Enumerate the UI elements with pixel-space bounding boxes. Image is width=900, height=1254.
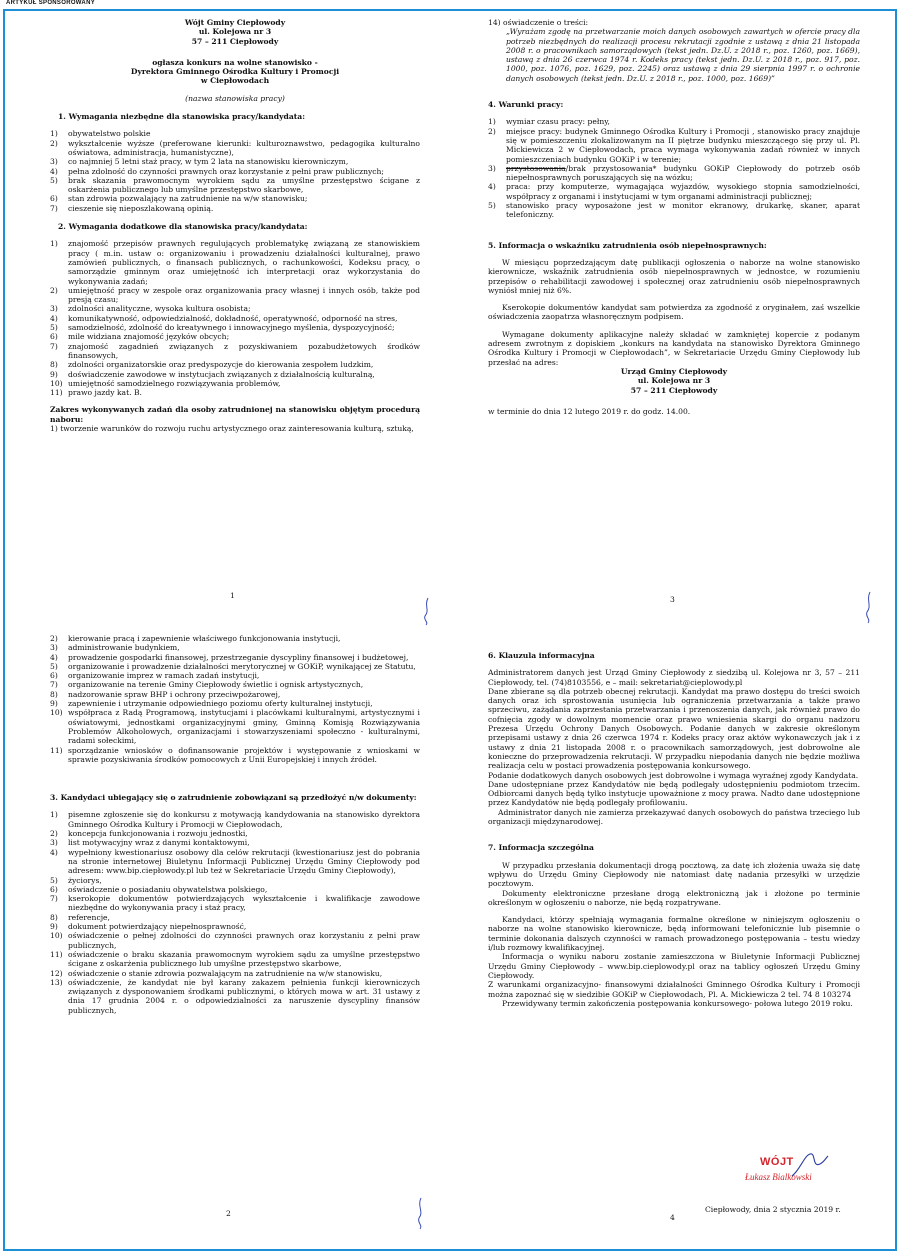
item-text: prowadzenie gospodarki finansowej, przestrzeganie dyscypliny finansowej i budżetowej, [68, 652, 409, 662]
special-paragraph-5: Z warunkami organizacyjno- finansowymi działalności Gminnego Ośrodka Kultury i Promocji można zapoznać się w siedzibie GOKiP w Ciepłowodach, Pl. A. Mickiewicza 2 tel. 74 8 103274 [488, 980, 860, 999]
item-number: 10) [50, 378, 63, 388]
deadline-text: w terminie do dnia 12 lutego 2019 r. do godz. 14.00. [488, 406, 691, 416]
list-item [488, 201, 860, 220]
item-number: 8) [50, 689, 58, 699]
item-text: samodzielność, zdolność do kreatywnego i innowacyjnego myślenia, dyspozycyjność; [68, 323, 395, 333]
item-text: oświadczenie o pełnej zdolności do czynności prawnych oraz korzystaniu z pełni praw publicznych, [68, 931, 420, 950]
item-number: 4) [50, 847, 58, 857]
item-number: 1) [50, 129, 58, 139]
item-text: co najmniej 5 letni staż pracy, w tym 2 lata na stanowisku kierowniczym, [68, 157, 349, 167]
item-text: oświadczenie o stanie zdrowia pozwalającym na zatrudnienie na w/w stanowisku, [68, 968, 383, 978]
page-3 [488, 18, 860, 416]
list-item [50, 950, 420, 969]
item-number: 6) [50, 884, 58, 894]
item-text: znajomość przepisów prawnych regulujących problematykę związaną ze stanowiskiem pracy ( m.in. ustaw o: organizowaniu i prowadzeniu działalności kulturalnej, prawo zamówień publicznych, o finansach publicznych, o rachunkowości, Kodeksu pracy, o samorządzie gminnym oraz umiejętność ich interpretacji oraz wykorzystania do wykonywania zadań; [68, 239, 420, 286]
list-item [50, 894, 420, 913]
clause-paragraph-4: Dane udostępniane przez Kandydatów nie będą podlegały udostępnieniu podmiotom trzecim. Odbiorcami danych będą tylko instytucje upoważnione z mocy prawa. Nadto dane udostępnione przez Kandydatów nie będą podlegały profilowaniu. [488, 779, 860, 808]
item-number: 4) [488, 182, 496, 192]
item-text: kierowanie pracą i zapewnienie właściwego funkcjonowania instytucji, [68, 634, 341, 643]
section-3-title: 3. Kandydaci ubiegający się o zatrudnienie zobowiązani są przedłożyć n/w dokumenty: [50, 793, 417, 803]
item-text: list motywacyjny wraz z danymi kontaktowymi, [68, 838, 250, 848]
list-item [50, 690, 420, 699]
item-number: 12) [50, 968, 63, 978]
list-item [50, 922, 420, 931]
list-item [50, 379, 420, 388]
item-number: 1) [50, 239, 58, 249]
page-number-1: 1 [230, 591, 235, 600]
list-item [50, 304, 420, 313]
section-5-title: 5. Informacja o wskaźniku zatrudnienia osób niepełnosprawnych: [488, 240, 767, 250]
item-number: 3) [50, 157, 58, 167]
item-text: umiejętność pracy w zespole oraz organizowania pracy własnej i innych osób, także pod presją czasu; [68, 285, 420, 305]
clause-paragraph-2: Dane zbierane są dla potrzeb obecnej rekrutacji. Kandydat ma prawo dostępu do treści swoich danych oraz ich sprostowania usunięcia lub ograniczenia przetwarzania a także prawo sprzeciwu, zażądania zaprzestania przetwarzania i przenoszenia danych, jak również prawo do cofnięcia zgody w dowolnym momencie oraz prawo wniesienia skargi do organu nadzoru Prezesa Urzędu Ochrony Danych Osobowych. Podanie danych w zakresie określonym przepisami ustawy z dnia 26 czerwca 1974 r. Kodeks pracy oraz aktów wykonawczych jak i z ustawy z dnia 21 listopada 2008 r. o pracownikach samorządowych, jest dobrowolne ale konieczne do przeprowadzenia rekrutacji. W przypadku niepodania danych nie będzie możliwa realizacja celu w postaci prowadzenia postępowania konkursowego. [488, 686, 860, 771]
item-number: 4) [50, 166, 58, 176]
section-2-list [50, 239, 420, 397]
item-text: wypełniony kwestionariusz osobowy dla celów rekrutacji (kwestionariusz jest do pobrania na stronie internetowej Biuletynu Informacji Publicznej Urzędu Gminy Ciepłowody pod adresem: www.bip.ciepłowody.pl lub też w Sekretariacie Urzędu Gminy Ciepłowody), [68, 847, 420, 876]
item-text: życiorys, [68, 875, 102, 885]
section-6-title: 6. Klauzula informacyjna [488, 651, 595, 660]
item-text: nadzorowanie spraw BHP i ochrony przeciwpożarowej, [68, 689, 281, 699]
item-text: pisemne zgłoszenie się do konkursu z motywacją kandydowania na stanowisko dyrektora Gminnego Ośrodka Kultury i Promocji w Ciepłowodach, [68, 810, 420, 829]
address-line: Urząd Gminy Ciepłowody [620, 366, 728, 376]
issuer-street: ul. Kolejowa nr 3 [198, 27, 272, 37]
item-number: 9) [50, 369, 58, 379]
copies-paragraph: Kserokopie dokumentów kandydat sam potwierdza za zgodność z oryginałem, zaś wszelkie oświadczenia zaopatrza własnoręcznym podpisem. [488, 303, 860, 322]
item-text: zdolności organizatorskie oraz predyspozycje do kierowania zespołem ludzkim, [68, 360, 374, 370]
item-number: 11) [50, 745, 63, 755]
date-line: Ciepłowody, dnia 2 stycznia 2019 r. [705, 1205, 841, 1214]
item-text: sporządzanie wniosków o dofinansowanie projektów i występowanie z wnioskami w sprawie pozyskiwania środków pomocowych z Unii Europejskiej i innych źródeł. [68, 745, 420, 764]
page-2 [50, 634, 420, 1015]
signature-mark [414, 1196, 428, 1230]
section-5-paragraph: W miesiącu poprzedzającym datę publikacji ogłoszenia o naborze na wolne stanowisko kierownicze, wskaźnik zatrudnienia osób niepełnosprawnych w jednostce, w rozumieniu przepisów o rehabilitacji zawodowej i społecznej oraz zatrudnieniu osób niepełnosprawnych wyniósł mniej niż 6%. [488, 257, 860, 295]
item-text: zapewnienie i utrzymanie odpowiedniego poziomu oferty kulturalnej instytucji, [68, 699, 373, 709]
list-item [50, 342, 420, 361]
item-text: referencje, [68, 912, 110, 922]
list-item [50, 829, 420, 838]
item-number: 2) [50, 634, 58, 643]
item-text: praca: przy komputerze, wymagająca wyjazdów, wysokiego stopnia samodzielności, współpracy z organami i instytucjami w tym organami administracji publicznej; [506, 182, 860, 201]
list-item [50, 913, 420, 922]
tasks-list [50, 634, 420, 764]
stamp-title: WÓJT [760, 1156, 794, 1168]
item-number: 4) [50, 652, 58, 662]
item-number: 5) [50, 175, 58, 185]
list-item [50, 129, 420, 138]
section-1-list [50, 129, 420, 213]
item-number: 11) [50, 388, 63, 398]
item-number: 9) [50, 922, 58, 932]
item-text: oświadczenie o braku skazania prawomocnym wyrokiem sądu za umyślne przestępstwo ścigane z oskarżenia publicznego lub umyślne przestępstwo skarbowe, [68, 949, 420, 969]
item-number: 2) [50, 829, 58, 839]
item-text: obywatelstwo polskie [68, 129, 151, 139]
item-text: organizowanie i prowadzenie działalności merytorycznej w GOKiP, wynikającej ze Statutu, [68, 661, 416, 671]
list-item [488, 164, 860, 183]
announcement-title [50, 58, 420, 86]
list-item [50, 699, 420, 708]
list-item [50, 332, 420, 341]
section-3-list [50, 810, 420, 1015]
address-line: 57 – 211 Ciepłowody [630, 385, 718, 395]
item-14-head: 14) oświadczenie o treści: [488, 18, 589, 27]
item-number: 2) [50, 138, 58, 148]
item-text: stanowisko pracy wyposażone jest w monitor ekranowy, drukarkę, skaner, aparat telefoniczny. [506, 201, 860, 220]
item-number: 3) [488, 163, 496, 173]
list-item [50, 157, 420, 166]
item-text: doświadczenie zawodowe w instytucjach związanych z działalnością kulturalną, [68, 369, 375, 379]
list-item [50, 323, 420, 332]
submit-paragraph: Wymagane dokumenty aplikacyjne należy składać w zamkniętej kopercie z podanym adresem zwrotnym z dopiskiem „konkurs na kandydata na stanowisko Dyrektora Gminnego Ośrodka Kultury i Promocji w Ciepłowodach”, w Sekretariacie Urzędu Gminy Ciepłowody lub przesłać na adres: [488, 329, 860, 367]
list-item [50, 634, 420, 643]
item-number: 13) [50, 977, 63, 987]
submit-address [488, 367, 860, 395]
item-text: zdolności analityczne, wysoka kultura osobista; [68, 304, 251, 314]
item-number: 1) [488, 117, 496, 127]
list-item [50, 314, 420, 323]
page-number-4: 4 [670, 1213, 675, 1222]
announcement-line: ogłasza konkurs na wolne stanowisko - [152, 57, 318, 67]
item-text: wymiar czasu pracy: pełny, [506, 117, 610, 127]
item-number: 5) [50, 323, 58, 333]
tasks-title: Zakres wykonywanych zadań dla osoby zatrudnionej na stanowisku objętym procedurą naboru: [50, 405, 420, 424]
page-number-3: 3 [670, 595, 675, 604]
item-number: 10) [50, 708, 63, 718]
item-text: komunikatywność, odpowiedzialność, dokładność, operatywność, odporność na stres, [68, 313, 398, 323]
page-1 [50, 18, 420, 433]
item-text: oświadczenie, że kandydat nie był karany zakazem pełnienia funkcji kierowniczych związanych z dysponowaniem środkami publicznymi, o których mowa w art. 31 ustawy z dnia 17 grudnia 2004 r. o odpowiedzialności za naruszenie dyscypliny finansów publicznych, [68, 977, 420, 1015]
page-4 [488, 634, 860, 1008]
item-text: prawo jazdy kat. B. [68, 388, 142, 398]
list-item [50, 139, 420, 158]
issuer-city: 57 – 211 Ciepłowody [191, 36, 279, 46]
special-paragraph-6: Przewidywany termin zakończenia postępowania konkursowego- połowa lutego 2019 roku. [502, 998, 853, 1008]
section-4-list [488, 117, 860, 219]
item-number: 6) [50, 671, 58, 681]
struck-text: przystosowania [506, 163, 566, 173]
list-item [50, 204, 420, 213]
item-text: stan zdrowia pozwalający na zatrudnienie na w/w stanowisku; [68, 194, 308, 204]
list-item [50, 680, 420, 689]
special-paragraph-3: Kandydaci, którzy spełniają wymagania formalne określone w niniejszym ogłoszeniu o naborze na wolne stanowisko kierownicze, będą informowani telefonicznie lub pisemnie o terminie dokonania dalszych czynności w ramach prowadzonego postępowania – testu wiedzy i/lub rozmowy kwalifikacyjnej. [488, 915, 860, 953]
item-number: 6) [50, 332, 58, 342]
list-item [50, 978, 420, 1015]
clause-paragraph-1: Administratorem danych jest Urząd Gminy Ciepłowody z siedzibą ul. Kolejowa nr 3, 57 – 211 Ciepłowody, tel. (74)8103556, e – mail: sekretariat@cieplowody.pl [488, 668, 860, 687]
item-text: oświadczenie o posiadaniu obywatelstwa polskiego, [68, 884, 268, 894]
item-number: 1) [50, 810, 58, 820]
list-item [50, 167, 420, 176]
item-number: 7) [50, 203, 58, 213]
announcement-line: Dyrektora Gminnego Ośrodka Kultury i Promocji [130, 67, 340, 77]
item-number: 3) [50, 838, 58, 848]
section-7-title: 7. Informacja szczególna [488, 843, 594, 853]
issuer-header [50, 18, 420, 46]
section-1-title: 1. Wymagania niezbędne dla stanowiska pracy/kandydata: [58, 112, 305, 122]
item-text: współpraca z Radą Programową, instytucjami i placówkami kulturalnymi, artystycznymi i oświatowymi, jednostkami organizacyjnymi gminy, Gminną Komisją Rozwiązywania Problemów Alkoholowych, organizacjami i stowarzyszeniami społeczno - kulturalnymi, radami sołeckimi, [68, 708, 420, 746]
list-item [50, 643, 420, 652]
signature-mark [790, 1150, 830, 1180]
section-2-title: 2. Wymagania dodatkowe dla stanowiska pracy/kandydata: [58, 222, 308, 232]
item-number: 11) [50, 949, 63, 959]
item-text: mile widziana znajomość języków obcych; [68, 332, 230, 342]
special-paragraph-1: W przypadku przesłania dokumentacji drogą pocztową, za datę ich złożenia uważa się datę wpływu do Urzędu Gminy Ciepłowody nie natomiast datę nadania przesyłki w urzędzie pocztowym. [488, 860, 860, 889]
item-text: miejsce pracy: budynek Gminnego Ośrodka Kultury i Promocji , stanowisko pracy znajduje się w pomieszczeniu zlokalizowanym na II piętrze budynku mieszczącego się przy ul. Pl. Mickiewicza 2 w Ciepłowodach, praca wymaga wykonywania zadań również w innych pomieszczeniach budynku GOKiP i w terenie; [506, 126, 860, 164]
list-item [50, 671, 420, 680]
list-item [50, 388, 420, 397]
item-text: kserokopie dokumentów potwierdzających wykształcenie i kwalifikacje zawodowe niezbędne do wykonywania pracy i staż pracy, [68, 894, 420, 913]
item-text: wykształcenie wyższe (preferowane kierunki: kulturoznawstwo, pedagogika kulturalno oświatowa, administracja, humanistyczne), [68, 138, 420, 157]
list-item [50, 969, 420, 978]
item-number: 7) [50, 680, 58, 690]
item-number: 7) [50, 894, 58, 904]
address-line: ul. Kolejowa nr 3 [637, 376, 711, 386]
item-text: cieszenie się nieposzlakowaną opinią. [68, 203, 214, 213]
list-item [50, 931, 420, 950]
section-4-title: 4. Warunki pracy: [488, 100, 564, 110]
list-item [50, 848, 420, 876]
announcement-line: w Ciepłowodach [200, 76, 270, 86]
list-item [50, 746, 420, 765]
list-item [50, 653, 420, 662]
list-item [50, 885, 420, 894]
item-number: 3) [50, 304, 58, 314]
special-paragraph-4: Informacja o wyniku naboru zostanie zamieszczona w Biuletynie Informacji Publicznej Urzędu Gminy Ciepłowody – www.bip.cieplowody.pl oraz na tablicy ogłoszeń Urzędu Gminy Ciepłowody. [488, 952, 860, 980]
item-text: organizowanie na terenie Gminy Ciepłowody świetlic i ognisk artystycznych, [68, 680, 364, 690]
item-number: 10) [50, 931, 63, 941]
signature-mark [862, 590, 876, 624]
position-note: (nazwa stanowiska pracy) [185, 93, 285, 103]
list-item [488, 117, 860, 126]
list-item [50, 239, 420, 285]
item-number: 8) [50, 360, 58, 370]
clause-paragraph-3: Podanie dodatkowych danych osobowych jest dobrowolne i wymaga wyraźnej zgody Kandydata. [488, 770, 859, 780]
list-item [50, 876, 420, 885]
item-text: koncepcja funkcjonowania i rozwoju jednostki, [68, 829, 248, 839]
stamp-name: Łukasz Bialkowski [745, 1172, 812, 1182]
item-14-quote: „Wyrażam zgodę na przetwarzanie moich danych osobowych zawartych w ofercie pracy dla potrzeb niezbędnych do realizacji procesu rekrutacji zgodnie z ustawą z dnia 21 listopada 2008 r. o pracownikach samorządowych (tekst jedn. Dz.U. z 2018 r., poz. 1260, poz. 1669), ustawą z dnia 26 czerwca 1974 r. Kodeks pracy (tekst jedn. Dz.U. z 2018 r., poz. 917, poz. 1000, poz. 1076, poz. 1629, poz. 2245) oraz ustawą z dnia 29 sierpnia 1997 r. o ochronie danych osobowych (tekst jedn. Dz.U. z 2018 r., poz. 1000, poz. 1669)” [506, 27, 860, 83]
issuer-name: Wójt Gminy Ciepłowody [184, 18, 286, 27]
item-number: 3) [50, 643, 58, 653]
item-text: znajomość zagadnień związanych z pozyskiwaniem pozabudżetowych środków finansowych, [68, 341, 420, 360]
item-number: 8) [50, 912, 58, 922]
item-number: 4) [50, 313, 58, 323]
page-number-2: 2 [226, 1209, 231, 1218]
item-text: pełna zdolność do czynności prawnych oraz korzystanie z pełni praw publicznych; [68, 166, 384, 176]
item-number: 5) [50, 661, 58, 671]
item-text: /brak przystosowania* budynku GOKiP Ciepłowody do potrzeb osób niepełnosprawnych poruszających się na wózku; [506, 163, 860, 183]
list-item [50, 838, 420, 847]
list-item [50, 810, 420, 829]
item-text: administrowanie budynkiem, [68, 643, 180, 653]
item-number: 6) [50, 194, 58, 204]
item-number: 9) [50, 699, 58, 709]
list-item [50, 286, 420, 305]
item-text: brak skazania prawomocnym wyrokiem sądu za umyślne przestępstwo ścigane z oskarżenia publicznego lub umyślne przestępstwo skarbowe, [68, 175, 420, 195]
item-number: 2) [50, 285, 58, 295]
list-item [50, 370, 420, 379]
signature-mark [420, 596, 434, 626]
item-text: organizowanie imprez w ramach zadań instytucji, [68, 671, 260, 681]
item-number: 5) [488, 201, 496, 211]
list-item [50, 662, 420, 671]
item-text: dokument potwierdzający niepełnosprawność, [68, 922, 247, 932]
list-item [50, 194, 420, 203]
list-item [488, 182, 860, 201]
item-number: 7) [50, 341, 58, 351]
tasks-first-item: 1) tworzenie warunków do rozwoju ruchu artystycznego oraz zainteresowania kulturą, sztuką, [50, 423, 414, 433]
list-item [50, 176, 420, 195]
list-item [50, 708, 420, 745]
item-number: 5) [50, 875, 58, 885]
item-text: umiejętność samodzielnego rozwiązywania problemów, [68, 378, 281, 388]
list-item [488, 127, 860, 164]
sponsored-label: ARTYKUŁ SPONSOROWANY [6, 0, 96, 6]
special-paragraph-2: Dokumenty elektroniczne przesłane drogą elektroniczną jak i złożone po terminie określonym w ogłoszeniu o naborze, nie będą rozpatrywane. [488, 888, 860, 907]
clause-paragraph-5: Administrator danych nie zamierza przekazywać danych osobowych do państwa trzeciego lub organizacji międzynarodowej. [488, 807, 860, 827]
list-item [50, 360, 420, 369]
item-number: 2) [488, 126, 496, 136]
